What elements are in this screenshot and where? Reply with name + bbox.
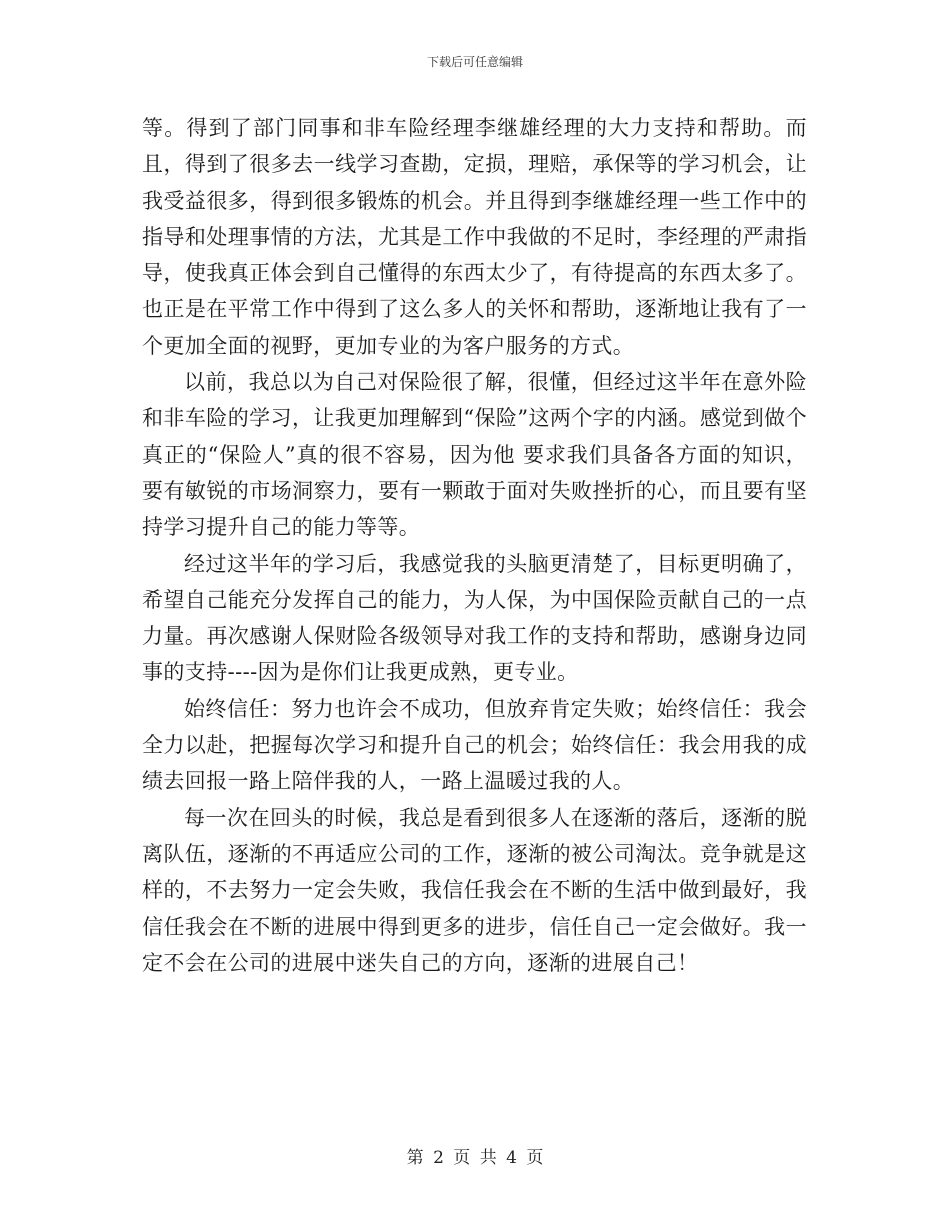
document-body [142,110,807,981]
paragraph-4: 始终信任：努力也许会不成功，但放弃肯定失败；始终信任：我会全力以赴，把握每次学习和提升自己的机会；始终信任：我会用我的成绩去回报一路上陪伴我的人，一路上温暖过我的人。 [142,696,807,794]
paragraph-5: 每一次在回头的时候，我总是看到很多人在逐渐的落后，逐渐的脱离队伍，逐渐的不再适应公司的工作，逐渐的被公司淘汰。竞争就是这样的，不去努力一定会失败，我信任我会在不断的生活中做到最好，我信任我会在不断的进展中得到更多的进步，信任自己一定会做好。我一定不会在公司的进展中迷失自己的方向，逐渐的进展自己！ [142,805,807,975]
page-header-note: 下载后可任意编辑 [426,55,523,69]
paragraph-3: 经过这半年的学习后，我感觉我的头脑更清楚了，目标更明确了，希望自己能充分发挥自己的能力，为人保，为中国保险贡献自己的一点力量。再次感谢人保财险各级领导对我工作的支持和帮助，感谢身边同事的支持----因为是你们让我更成熟，更专业。 [142,551,807,685]
page-number-footer: 第 2 页 共 4 页 [406,1148,544,1168]
paragraph-2: 以前，我总以为自己对保险很了解，很懂，但经过这半年在意外险和非车险的学习，让我更加理解到“保险”这两个字的内涵。感觉到做个真正的“保险人”真的很不容易，因为他 要求我们具备各方面的知识，要有敏锐的市场洞察力，要有一颗敢于面对失败挫折的心，而且要有坚持学习提升自己的能力等等。 [142,370,807,540]
paragraph-1: 等。得到了部门同事和非车险经理李继雄经理的大力支持和帮助。而且，得到了很多去一线学习查勘，定损，理赔，承保等的学习机会，让我受益很多，得到很多锻炼的机会。并且得到李继雄经理一些工作中的指导和处理事情的方法，尤其是工作中我做的不足时，李经理的严肃指导，使我真正体会到自己懂得的东西太少了，有待提高的东西太多了。也正是在平常工作中得到了这么多人的关怀和帮助，逐渐地让我有了一个更加全面的视野，更加专业的为客户服务的方式。 [142,116,807,358]
